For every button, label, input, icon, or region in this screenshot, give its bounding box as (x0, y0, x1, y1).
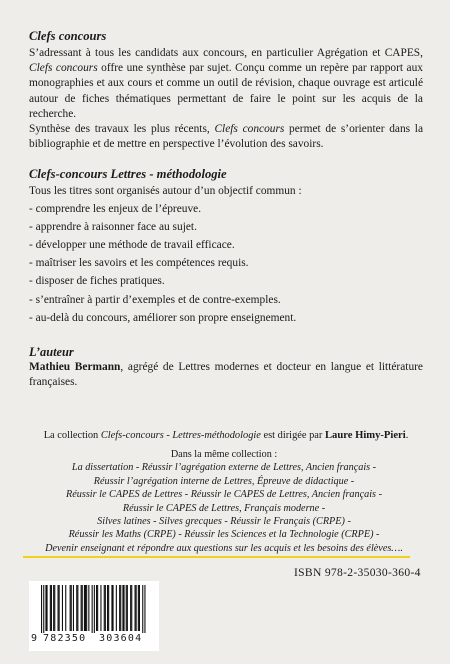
barcode-bar (130, 585, 131, 631)
yellow-divider (23, 556, 410, 558)
barcode-bar (142, 585, 143, 633)
barcode-bar (124, 585, 125, 631)
barcode-bar (104, 585, 105, 631)
barcode-bar (144, 585, 145, 633)
list-item: Réussir le CAPES de Lettres - Réussir le CAPES de Lettres, Ancien français - (66, 489, 382, 501)
barcode-bar (94, 585, 95, 633)
barcode-bar (45, 585, 46, 631)
barcode-bar (136, 585, 137, 631)
list-item: Silves latines - Silves grecques - Réussir le Français (CRPE) - (97, 516, 351, 528)
barcode-bar (113, 585, 114, 631)
list-item: - s’entraîner à partir d’exemples et de contre-exemples. (29, 293, 281, 306)
barcode-bar (107, 585, 108, 631)
author-paragraph: Mathieu Bermann, agrégé de Lettres modernes et docteur en langue et littérature françaises. (29, 361, 423, 389)
barcode-bar (47, 585, 48, 631)
barcode-bar (84, 585, 85, 631)
same-collection-titles (29, 461, 419, 555)
barcode-bar (119, 585, 120, 631)
barcode-bar (88, 585, 89, 631)
barcode-bar (53, 585, 54, 631)
barcode-bar (120, 585, 121, 631)
barcode (29, 581, 159, 651)
barcode-bar (127, 585, 128, 631)
list-item: Devenir enseignant et répondre aux questions sur les acquis et les besoins des élèves…. (45, 542, 403, 554)
same-collection-block (29, 448, 419, 555)
barcode-bar (58, 585, 59, 631)
barcode-bar (116, 585, 117, 631)
barcode-bar (86, 585, 87, 631)
barcode-bar (50, 585, 51, 631)
barcode-bar (54, 585, 55, 631)
list-item: La dissertation - Réussir l’agrégation externe de Lettres, Ancien français - (71, 462, 377, 474)
author-name: Mathieu Bermann (29, 361, 121, 374)
barcode-bar (76, 585, 77, 631)
barcode-bar (122, 585, 123, 631)
collection-director: Laure Himy-Pieri (324, 430, 406, 441)
method-lead: Tous les titres sont organisés autour d’un objectif commun : (29, 185, 302, 198)
main-text (29, 28, 423, 390)
same-collection-heading: Dans la même collection : (170, 449, 278, 460)
intro-paragraph-1: S’adressant à tous les candidats aux concours, en particulier Agrégation et CAPES, Clefs concours offre une synthèse par sujet. Conçu comme un repère par rapport aux monographies et aux cours et comme un outil de révision, chaque ouvrage est articulé autour de fiches thématiques permettant de faire le point sur les acquis de la recherche. (29, 47, 423, 120)
list-item: - comprendre les enjeux de l’épreuve. (29, 202, 202, 215)
barcode-bar (41, 585, 42, 633)
barcode-bar (138, 585, 139, 631)
barcode-bar (77, 585, 78, 631)
barcode-bar (43, 585, 44, 633)
barcode-bar (111, 585, 112, 631)
barcode-bar (139, 585, 140, 631)
barcode-bar (51, 585, 52, 631)
barcode-bar (96, 585, 97, 631)
list-item: - au-delà du concours, améliorer son propre enseignement. (29, 311, 297, 324)
list-item: - apprendre à raisonner face au sujet. (29, 220, 197, 233)
list-item: Réussir l’agrégation interne de Lettres, Épreuve de didactique - (93, 475, 355, 487)
isbn: ISBN 978-2-35030-360-4 (294, 566, 421, 579)
list-item: Réussir les Maths (CRPE) - Réussir les Sciences et la Technologie (CRPE) - (68, 529, 380, 541)
barcode-bar (105, 585, 106, 631)
barcode-digits-right: 303604 (99, 633, 143, 644)
barcode-bar (82, 585, 83, 631)
intro-title: Clefs concours (29, 29, 107, 43)
list-item: - disposer de fiches pratiques. (29, 275, 165, 288)
barcode-bar (131, 585, 132, 631)
method-list (29, 200, 423, 327)
collection-director-line: La collection Clefs-concours - Lettres-méthodologie est dirigée par Laure Himy-Pieri. (43, 430, 409, 441)
list-item: - maîtriser les savoirs et les compétences requis. (29, 257, 249, 270)
barcode-bar (81, 585, 82, 631)
barcode-bar (97, 585, 98, 631)
intro-paragraph-2: Synthèse des travaux les plus récents, Clefs concours permet de s’orienter dans la bibliographie et de mettre en perspective l’évolution des savoirs. (29, 123, 423, 151)
barcode-bar (100, 585, 101, 631)
barcode-bar (126, 585, 127, 631)
barcode-bars (29, 581, 159, 633)
barcode-bar (85, 585, 86, 631)
barcode-bar (73, 585, 74, 631)
barcode-bar (92, 585, 93, 633)
author-title: L’auteur (29, 345, 74, 360)
barcode-bar (59, 585, 60, 631)
barcode-bar (108, 585, 109, 631)
barcode-digit-first: 9 (31, 633, 38, 644)
barcode-digits-left: 782350 (43, 633, 87, 644)
method-title: Clefs-concours Lettres - méthodologie (29, 167, 227, 182)
list-item: Réussir le CAPES de Lettres, Français moderne - (122, 502, 326, 514)
barcode-bar (65, 585, 66, 631)
barcode-bar (71, 585, 72, 631)
barcode-bar (62, 585, 63, 631)
list-item: - développer une méthode de travail efficace. (29, 239, 235, 252)
barcode-bar (70, 585, 71, 631)
barcode-bar (135, 585, 136, 631)
